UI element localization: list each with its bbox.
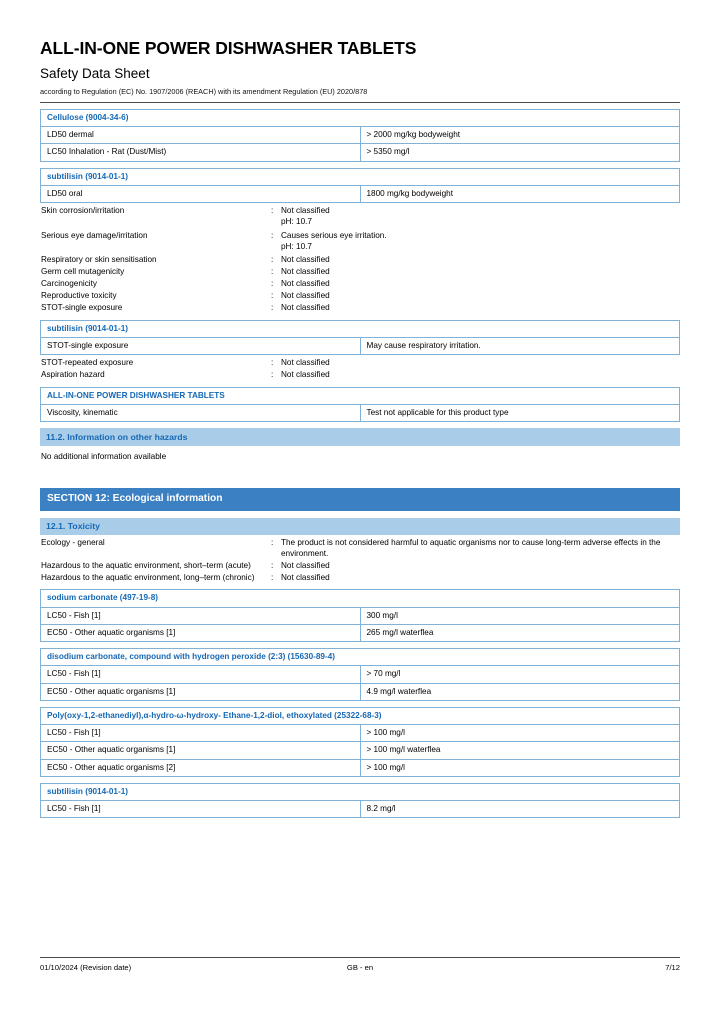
classification-label: Skin corrosion/irritation (41, 206, 125, 216)
table-row (41, 337, 680, 354)
subsection-heading-12-1: 12.1. Toxicity (40, 518, 680, 535)
endpoint-label: LC50 - Fish [1] (41, 725, 361, 742)
ecotoxicity-table-disodium-carbonate (40, 648, 680, 701)
colon-separator: : (271, 538, 274, 548)
colon-separator: : (271, 302, 274, 312)
endpoint-value: > 100 mg/l (360, 759, 680, 776)
classification-label: Germ cell mutagenicity (41, 267, 125, 277)
classification-value-extra: pH: 10.7 (281, 241, 312, 251)
ecology-value: Not classified (281, 572, 330, 582)
document-subtitle: Safety Data Sheet (40, 65, 150, 81)
table-row (41, 320, 680, 337)
footer-locale: GB - en (346, 963, 374, 972)
substance-heading: subtilisin (9014-01-1) (41, 168, 680, 185)
substance-heading: sodium carbonate (497-19-8) (41, 590, 680, 607)
classification-value: Not classified (281, 267, 330, 277)
endpoint-value: > 5350 mg/l (360, 144, 680, 161)
colon-separator: : (271, 369, 274, 379)
table-row (41, 185, 680, 202)
ecology-label: Ecology - general (41, 538, 105, 548)
table-row (41, 109, 680, 126)
substance-heading: subtilisin (9014-01-1) (41, 320, 680, 337)
endpoint-label: LC50 - Fish [1] (41, 666, 361, 683)
page-title: ALL-IN-ONE POWER DISHWASHER TABLETS (40, 38, 417, 58)
endpoint-label: EC50 - Other aquatic organisms [2] (41, 759, 361, 776)
ecology-label: Hazardous to the aquatic environment, long–term (chronic) (41, 572, 255, 582)
table-row (41, 649, 680, 666)
classification-label: Reproductive toxicity (41, 290, 117, 300)
footer-page-number: 7/12 (665, 963, 680, 972)
list-item (40, 560, 680, 572)
substance-heading: Cellulose (9004-34-6) (41, 109, 680, 126)
ecotoxicity-table-sodium-carbonate (40, 589, 680, 642)
endpoint-label: LC50 - Fish [1] (41, 607, 361, 624)
endpoint-label: LC50 Inhalation - Rat (Dust/Mist) (41, 144, 361, 161)
classification-value: Not classified (281, 369, 330, 379)
endpoint-label: LD50 oral (41, 185, 361, 202)
classification-label: Serious eye damage/irritation (41, 230, 148, 240)
classification-value (281, 206, 680, 228)
classification-value: Not classified (281, 358, 330, 368)
toxicity-classification-list-2 (40, 355, 680, 381)
table-row (41, 742, 680, 759)
colon-separator: : (271, 206, 274, 216)
ecology-classification-list (40, 535, 680, 583)
ecology-value: Not classified (281, 560, 330, 570)
endpoint-value: May cause respiratory irritation. (360, 337, 680, 354)
endpoint-value: Test not applicable for this product type (360, 405, 680, 422)
classification-label: Respiratory or skin sensitisation (41, 255, 157, 265)
endpoint-value: 4.9 mg/l waterflea (360, 683, 680, 700)
regulation-reference: according to Regulation (EC) No. 1907/2006 (REACH) with its amendment Regulation (EU) 2020/878 (40, 87, 368, 97)
endpoint-value: > 70 mg/l (360, 666, 680, 683)
endpoint-label: EC50 - Other aquatic organisms [1] (41, 683, 361, 700)
endpoint-label: EC50 - Other aquatic organisms [1] (41, 742, 361, 759)
table-row (41, 127, 680, 144)
classification-value: Not classified (281, 302, 330, 312)
ecotoxicity-table-subtilisin (40, 783, 680, 819)
endpoint-value: 265 mg/l waterflea (360, 624, 680, 641)
colon-separator: : (271, 255, 274, 265)
table-row (41, 666, 680, 683)
table-row (41, 725, 680, 742)
subsection-note-11-2: No additional information available (41, 451, 167, 461)
classification-label: Aspiration hazard (41, 369, 105, 379)
table-row (41, 783, 680, 800)
endpoint-label: LC50 - Fish [1] (41, 801, 361, 818)
classification-label: Carcinogenicity (41, 279, 97, 289)
classification-label: STOT-repeated exposure (41, 358, 134, 368)
table-row (41, 168, 680, 185)
substance-heading: disodium carbonate, compound with hydrogen peroxide (2:3) (15630-89-4) (41, 649, 680, 666)
list-item (40, 535, 680, 560)
colon-separator: : (271, 572, 274, 582)
list-item (40, 252, 680, 266)
footer-revision-date: 01/10/2024 (Revision date) (40, 963, 132, 972)
colon-separator: : (271, 267, 274, 277)
endpoint-value: > 100 mg/l waterflea (360, 742, 680, 759)
table-row (41, 707, 680, 724)
substance-heading: Poly(oxy-1,2-ethanediyl),α-hydro-ω-hydroxy- Ethane-1,2-diol, ethoxylated (25322-68-3) (41, 707, 680, 724)
table-row (41, 590, 680, 607)
list-item (40, 203, 680, 228)
list-item (40, 355, 680, 369)
list-item (40, 290, 680, 302)
classification-value: Not classified (281, 290, 330, 300)
classification-label: STOT-single exposure (41, 302, 123, 312)
list-item (40, 572, 680, 584)
endpoint-label: Viscosity, kinematic (41, 405, 361, 422)
colon-separator: : (271, 358, 274, 368)
spacer (40, 462, 680, 488)
ecology-value: The product is not considered harmful to aquatic organisms nor to cause long-term adverse effects in the environment. (281, 538, 661, 558)
sds-page (40, 0, 680, 1018)
classification-value: Not classified (281, 255, 330, 265)
toxicity-table-cellulose (40, 109, 680, 162)
ecology-label: Hazardous to the aquatic environment, short–term (acute) (41, 560, 251, 570)
endpoint-value: > 100 mg/l (360, 725, 680, 742)
table-row (41, 387, 680, 404)
colon-separator: : (271, 230, 274, 240)
endpoint-label: EC50 - Other aquatic organisms [1] (41, 624, 361, 641)
classification-value-extra: pH: 10.7 (281, 216, 312, 226)
toxicity-table-subtilisin-oral (40, 168, 680, 204)
classification-value-text: Not classified (281, 206, 330, 216)
colon-separator: : (271, 279, 274, 289)
table-row (41, 801, 680, 818)
list-item (40, 369, 680, 381)
colon-separator: : (271, 290, 274, 300)
page-footer (40, 957, 680, 972)
table-row (41, 607, 680, 624)
table-row (41, 144, 680, 161)
classification-value: Not classified (281, 279, 330, 289)
endpoint-label: STOT-single exposure (41, 337, 361, 354)
toxicity-table-subtilisin-stot (40, 320, 680, 356)
list-item (40, 302, 680, 314)
document-header (40, 0, 680, 103)
footer-content (40, 958, 680, 972)
classification-value-text: Causes serious eye irritation. (281, 230, 387, 240)
list-item (40, 228, 680, 253)
table-row (41, 683, 680, 700)
ecotoxicity-table-polyethylene-glycol (40, 707, 680, 777)
table-row (41, 405, 680, 422)
endpoint-value: 1800 mg/kg bodyweight (360, 185, 680, 202)
colon-separator: : (271, 560, 274, 570)
table-row (41, 624, 680, 641)
endpoint-label: LD50 dermal (41, 127, 361, 144)
toxicity-table-product (40, 387, 680, 423)
list-item (40, 278, 680, 290)
endpoint-value: > 2000 mg/kg bodyweight (360, 127, 680, 144)
substance-heading: subtilisin (9014-01-1) (41, 783, 680, 800)
endpoint-value: 300 mg/l (360, 607, 680, 624)
spacer (40, 511, 680, 518)
section-heading-12: SECTION 12: Ecological information (40, 488, 680, 510)
endpoint-value: 8.2 mg/l (360, 801, 680, 818)
subsection-heading-11-2: 11.2. Information on other hazards (40, 428, 680, 445)
toxicity-classification-list (40, 203, 680, 313)
table-row (41, 759, 680, 776)
classification-value (281, 231, 680, 253)
substance-heading: ALL-IN-ONE POWER DISHWASHER TABLETS (41, 387, 680, 404)
list-item (40, 266, 680, 278)
